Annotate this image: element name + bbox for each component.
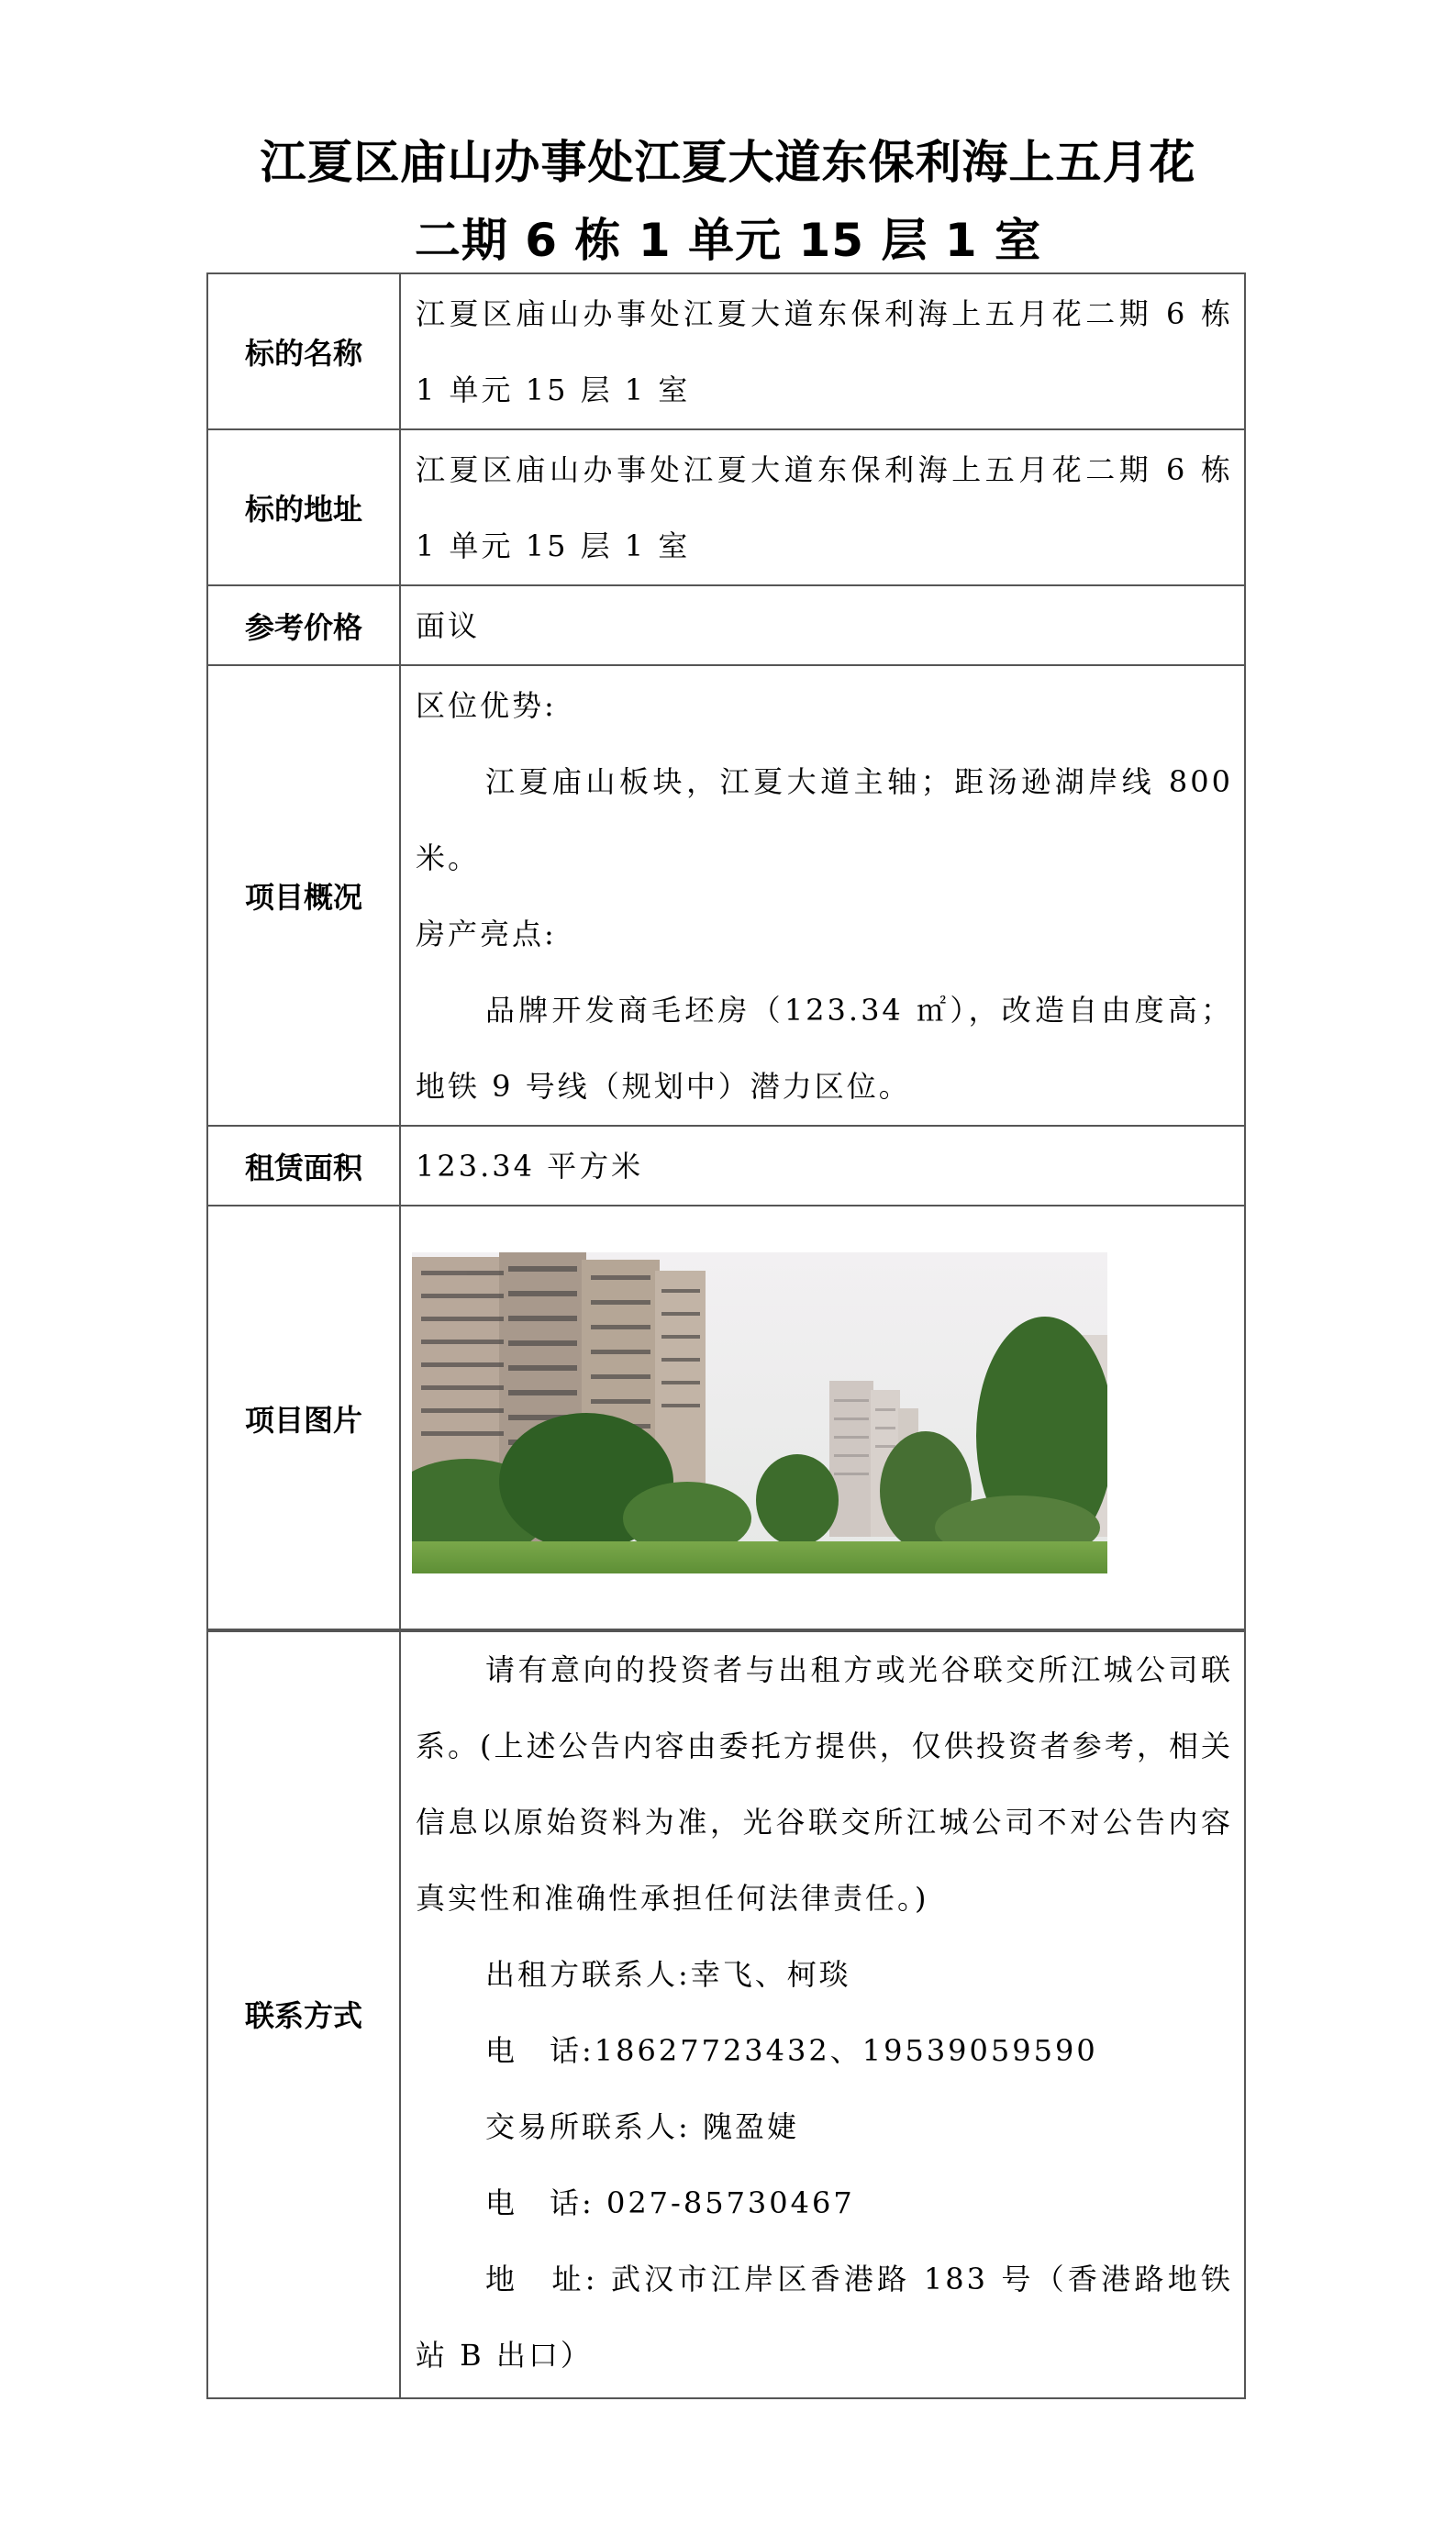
value-address [400,429,1245,585]
row-overview [207,665,1245,1126]
row-contact [207,1629,1245,2398]
label-overview: 项目概况 [207,665,400,1126]
value-area-text: 123.34 平方米 [416,1149,644,1184]
label-image: 项目图片 [207,1206,400,1631]
label-contact: 联系方式 [207,1629,400,2398]
value-overview [400,665,1245,1126]
label-address: 标的地址 [207,429,400,585]
overview-text-location: 江夏庙山板块，江夏大道主轴；距汤逊湖岸线 800 米。 [416,764,1233,875]
value-area [400,1126,1245,1206]
project-photo [412,1252,1107,1573]
contact-address: 地 址: 武汉市江岸区香港路 183 号（香港路地铁站 B 出口） [416,2262,1233,2373]
value-name [400,273,1245,429]
page-title-line1: 江夏区庙山办事处江夏大道东保利海上五月花 [260,136,1196,189]
overview-heading-highlights: 房产亮点: [416,917,557,951]
label-price: 参考价格 [207,585,400,665]
label-area: 租赁面积 [207,1126,400,1206]
contact-notice: 请有意向的投资者与出租方或光谷联交所江城公司联系。(上述公告内容由委托方提供，仅供投资者参考，相关信息以原始资料为准，光谷联交所江城公司不对公告内容真实性和准确性承担任何法律责任。) [416,1652,1233,1916]
page-title-line2: 二期 6 栋 1 单元 15 层 1 室 [414,214,1042,267]
contact-lessor: 出租方联系人:幸飞、柯琰 [485,1957,851,1992]
value-price-text: 面议 [416,608,481,643]
row-image [207,1206,1245,1631]
row-area [207,1126,1245,1206]
value-contact [400,1629,1245,2398]
value-price [400,585,1245,665]
value-image [400,1206,1245,1631]
contact-lessor-phone: 电 话:18627723432、19539059590 [485,2033,1098,2068]
label-name: 标的名称 [207,273,400,429]
contact-exchange: 交易所联系人: 隗盈婕 [485,2109,799,2144]
overview-heading-location: 区位优势: [416,688,557,723]
row-price [207,585,1245,665]
overview-text-highlights: 品牌开发商毛坯房（123.34 ㎡），改造自由度高；地铁 9 号线（规划中）潜力区位。 [416,993,1233,1104]
value-name-text: 江夏区庙山办事处江夏大道东保利海上五月花二期 6 栋 1 单元 15 层 1 室 [416,296,1233,407]
contact-exchange-phone: 电 话: 027-85730467 [485,2185,855,2220]
row-name [207,273,1245,429]
contact-table [206,1629,1246,2399]
info-table [206,272,1246,1632]
value-address-text: 江夏区庙山办事处江夏大道东保利海上五月花二期 6 栋 1 单元 15 层 1 室 [416,452,1233,563]
row-address [207,429,1245,585]
